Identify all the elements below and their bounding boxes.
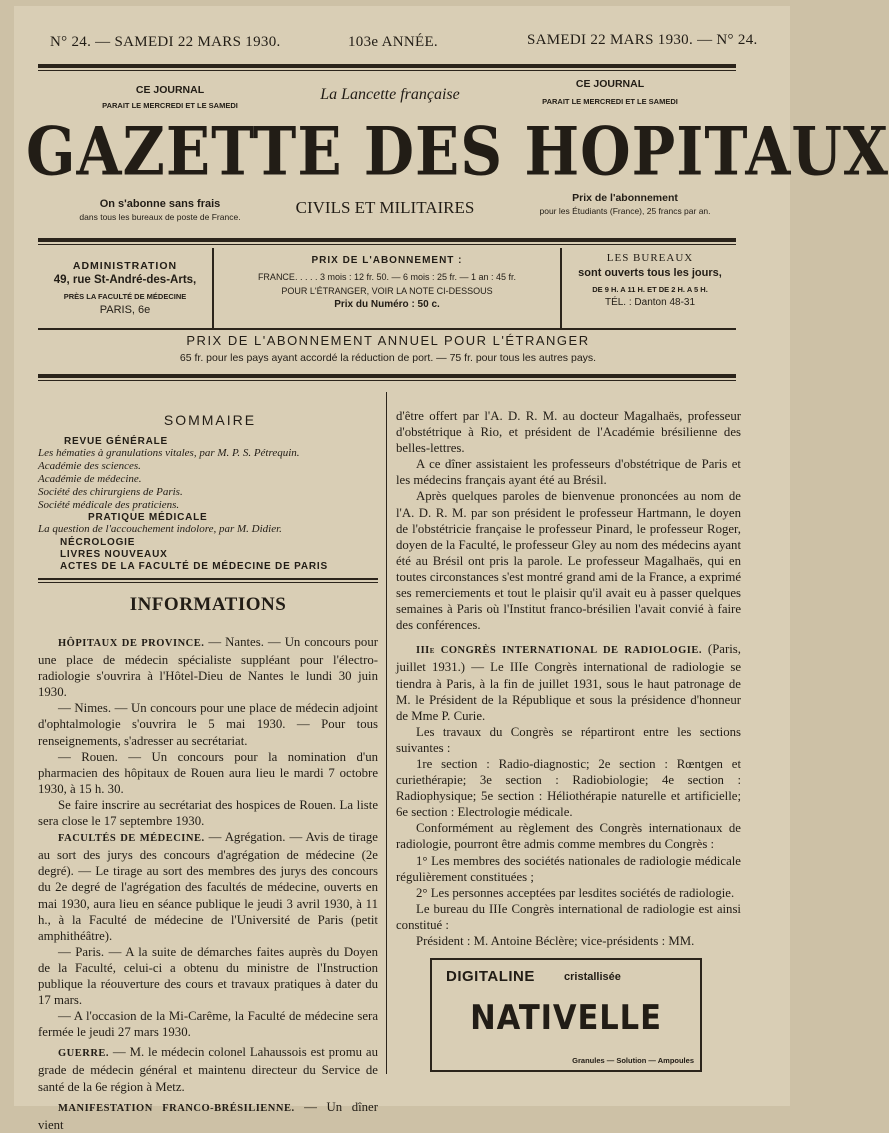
admin-near: PRÈS LA FACULTÉ DE MÉDECINE [63,292,187,301]
masthead-right-line2: PARAIT LE MERCREDI ET LE SAMEDI [542,97,678,106]
bureaux-tel: TÉL. : Danton 48-31 [604,297,696,308]
informations-body [38,634,378,1133]
header-right: SAMEDI 22 MARS 1930. — N° 24. [527,32,758,48]
admin-city: PARIS, 6e [99,304,151,316]
info-paragraph: — Rouen. — Un concours pour la nomination d'un pharmacien des hôpitaux de Rouen aura lieu le mardi 7 octobre 1930, à 15 h. 30. [38,749,378,796]
prix-numero: Prix du Numéro : 50 c. [334,299,440,310]
info-paragraph: Se faire inscrire au secrétariat des hospices de Rouen. La liste sera close le 17 septembre 1930. [38,797,378,829]
masthead-left-line2: PARAIT LE MERCREDI ET LE SAMEDI [102,101,238,110]
ad-digitaline: DIGITALINE [446,968,535,985]
info-head-guerre: GUERRE. [58,1048,110,1060]
digitaline-ad [430,958,702,1072]
header-center: 103e ANNÉE. [348,34,438,50]
prix-etranger-note: POUR L'ÉTRANGER, VOIR LA NOTE CI-DESSOUS [281,286,493,296]
info-paragraph: — Agrégation. — Avis de tirage au sort des jurys des concours d'agrégation de médecine (2e degré). — Le tirage au sort des membres des jurys des concours du 2e degré de l'agrégation des facultés de médecine, ouverts en mai 1930, aura lieu en séance publique le jeudi 3 avril 1930, à 11 h., à la Faculté de médecine de l'Université de Paris (petit amphithéâtre). [38,830,378,943]
masthead-left-bottom1: On s'abonne sans frais [99,198,221,210]
info-paragraph: — Paris. — A la suite de démarches faites auprès du Doyen de la Faculté, celui-ci a obtenu du ministre de l'Instruction publique la réouverture des cours et travaux pratiques à dater du 17 mars. [38,944,378,1008]
sommaire-item: Académie de médecine. [38,473,142,485]
right-paragraph: Après quelques paroles de bienvenue prononcées au nom de l'A. D. R. M. par son président le professeur Hartmann, le doyen de l'obstétricie française le professeur Pinard, le professeur Roger, doyen de la Faculté, le professeur Gley au nom des médecins ayant été au Brésil ont pris la parole. Le professeur Magalhaës, qui en toutes circonstances s'est montré grand ami de la France, a exprimé ses remerciements et tout le plaisir qu'il avait eu à passer quelques semaines à Paris où l'Institut franco-brésilien l'avait convié à faire des conférences. [396,489,741,633]
top-rule-thin [38,70,736,71]
info-head-manifestation: MANIFESTATION FRANCO-BRÉSILIENNE. [58,1102,295,1114]
boxes-bottom-rule [38,328,736,330]
prix-title: PRIX DE L'ABONNEMENT : [311,255,463,266]
info-paragraph: — Un dîner vient [38,1099,378,1132]
sommaire-heading-necrologie: NÉCROLOGIE [60,537,136,548]
right-paragraph: 1° Les membres des sociétés nationales de radiologie médicale régulièrement constituées ; [396,853,741,884]
masthead-right-line1: CE JOURNAL [575,78,645,90]
sommaire-heading-pratique: PRATIQUE MÉDICALE [88,512,208,523]
right-paragraph: d'être offert par l'A. D. R. M. au docteur Magalhaës, professeur d'obstétrique à Rio, et président de l'Académie brésilienne des belles-lettres. [396,409,741,456]
sommaire-rule-thin [38,582,378,583]
sommaire-item: Les hématies à granulations vitales, par M. P. S. Pétrequin. [38,447,300,459]
sommaire-list [38,436,383,572]
sommaire-heading-actes: ACTES DE LA FACULTÉ DE MÉDECINE DE PARIS [60,561,328,572]
masthead-rule-thin [38,244,736,245]
right-paragraph: Conformément au règlement des Congrès internationaux de radiologie, pourront être admis comme membres du Congrès : [396,821,741,852]
ad-cristallisee: cristallisée [564,971,621,983]
info-paragraph: — Nantes. — Un concours pour une place de médecin spécialiste suppléant pour l'électro-radiologie s'ouvrira à l'Hôtel-Dieu de Nantes le lundi 30 juin 1930. [38,635,378,700]
right-column-body [396,408,741,949]
prix-france: FRANCE. . . . . 3 mois : 12 fr. 50. — 6 mois : 25 fr. — 1 an : 45 fr. [257,272,517,282]
etranger-text: 65 fr. pour les pays ayant accordé la réduction de port. — 75 fr. pour tous les autres pays. [179,352,597,364]
masthead-subtitle: La Lancette française [320,86,460,103]
etranger-rule-thin [38,380,736,381]
right-paragraph: Les travaux du Congrès se répartiront entre les sections suivantes : [396,724,741,755]
informations-title: INFORMATIONS [129,594,287,615]
sommaire-item: Société médicale des praticiens. [38,499,180,511]
right-paragraph: 2° Les personnes acceptées par lesdites sociétés de radiologie. [416,885,735,900]
sommaire-item: La question de l'accouchement indolore, par M. Didier. [38,523,282,535]
right-paragraph: A ce dîner assistaient les professeurs d'obstétrique de Paris et les médecins français ayant été au Brésil. [396,457,741,488]
sommaire-heading-livres: LIVRES NOUVEAUX [60,549,168,560]
top-rule [38,64,736,68]
masthead-rule [38,238,736,242]
bureaux-title: LES BUREAUX [606,252,694,264]
sommaire-title: SOMMAIRE [163,412,257,428]
right-paragraph: 1re section : Radio-diagnostic; 2e section : Rœntgen et curiethérapie; 3e section : Radiobiologie; 4e section : Radiophysique; 5e section : Héliothérapie naturelle et artificielle; 6e section : Electrologie médicale. [396,756,741,820]
masthead-title: GAZETTE DES HOPITAUX [26,112,889,191]
right-paragraph: Le bureau du IIIe Congrès international de radiologie est ainsi constitué : [396,901,741,932]
masthead-left-bottom2: dans tous les bureaux de poste de France. [79,212,241,222]
right-head-congres: IIIe CONGRÈS INTERNATIONAL DE RADIOLOGIE. [416,645,702,657]
ad-footer: Granules — Solution — Ampoules [572,1056,694,1065]
masthead-left-line1: CE JOURNAL [135,84,205,96]
info-paragraph: — M. le médecin colonel Lahaussois est promu au grade de médecin général et maintenu directeur du Service de santé de la 6e région à Metz. [38,1045,378,1094]
header-left: N° 24. — SAMEDI 22 MARS 1930. [50,34,281,50]
bureaux-hours: DE 9 H. A 11 H. ET DE 2 H. A 5 H. [592,285,708,294]
info-paragraph: — Nimes. — Un concours pour une place de médecin adjoint d'ophtalmologie s'ouvrira le 5 mai 1930. — Pour tous renseignements, s'adresser au secrétariat. [38,701,378,748]
masthead-right-bottom2: pour les Étudiants (France), 25 francs par an. [539,206,711,216]
masthead-civils: CIVILS ET MILITAIRES [295,198,475,217]
etranger-title: PRIX DE L'ABONNEMENT ANNUEL POUR L'ÉTRANGER [186,333,590,348]
sommaire-rule [38,578,378,580]
sommaire-item: Société des chirurgiens de Paris. [38,486,183,498]
info-head-facultes: FACULTÉS DE MÉDECINE. [58,833,205,845]
sommaire-heading-revue: REVUE GÉNÉRALE [64,436,168,447]
admin-title: ADMINISTRATION [72,260,178,272]
ad-nativelle: NATIVELLE [470,998,662,1038]
info-head-hopitaux: HÔPITAUX DE PROVINCE. [58,638,205,649]
sommaire-item: Académie des sciences. [38,460,141,472]
right-paragraph: (Paris, juillet 1931.) — Le IIIe Congrès international de radiologie se tiendra à Paris, à la fin de juillet 1931, sous le haut patronage de M. le Président de la République et sous la présidence d'honneur de Mme P. Curie. [396,642,741,723]
bureaux-hours-line: sont ouverts tous les jours, [578,267,722,279]
right-paragraph: Président : M. Antoine Béclère; vice-présidents : MM. [416,934,695,948]
masthead-right-bottom1: Prix de l'abonnement [572,192,678,204]
admin-address: 49, rue St-André-des-Arts, [53,274,197,286]
info-paragraph: — A l'occasion de la Mi-Carême, la Faculté de médecine sera fermée le jeudi 27 mars 1930. [38,1009,378,1040]
etranger-rule [38,374,736,378]
column-divider [386,392,387,1074]
